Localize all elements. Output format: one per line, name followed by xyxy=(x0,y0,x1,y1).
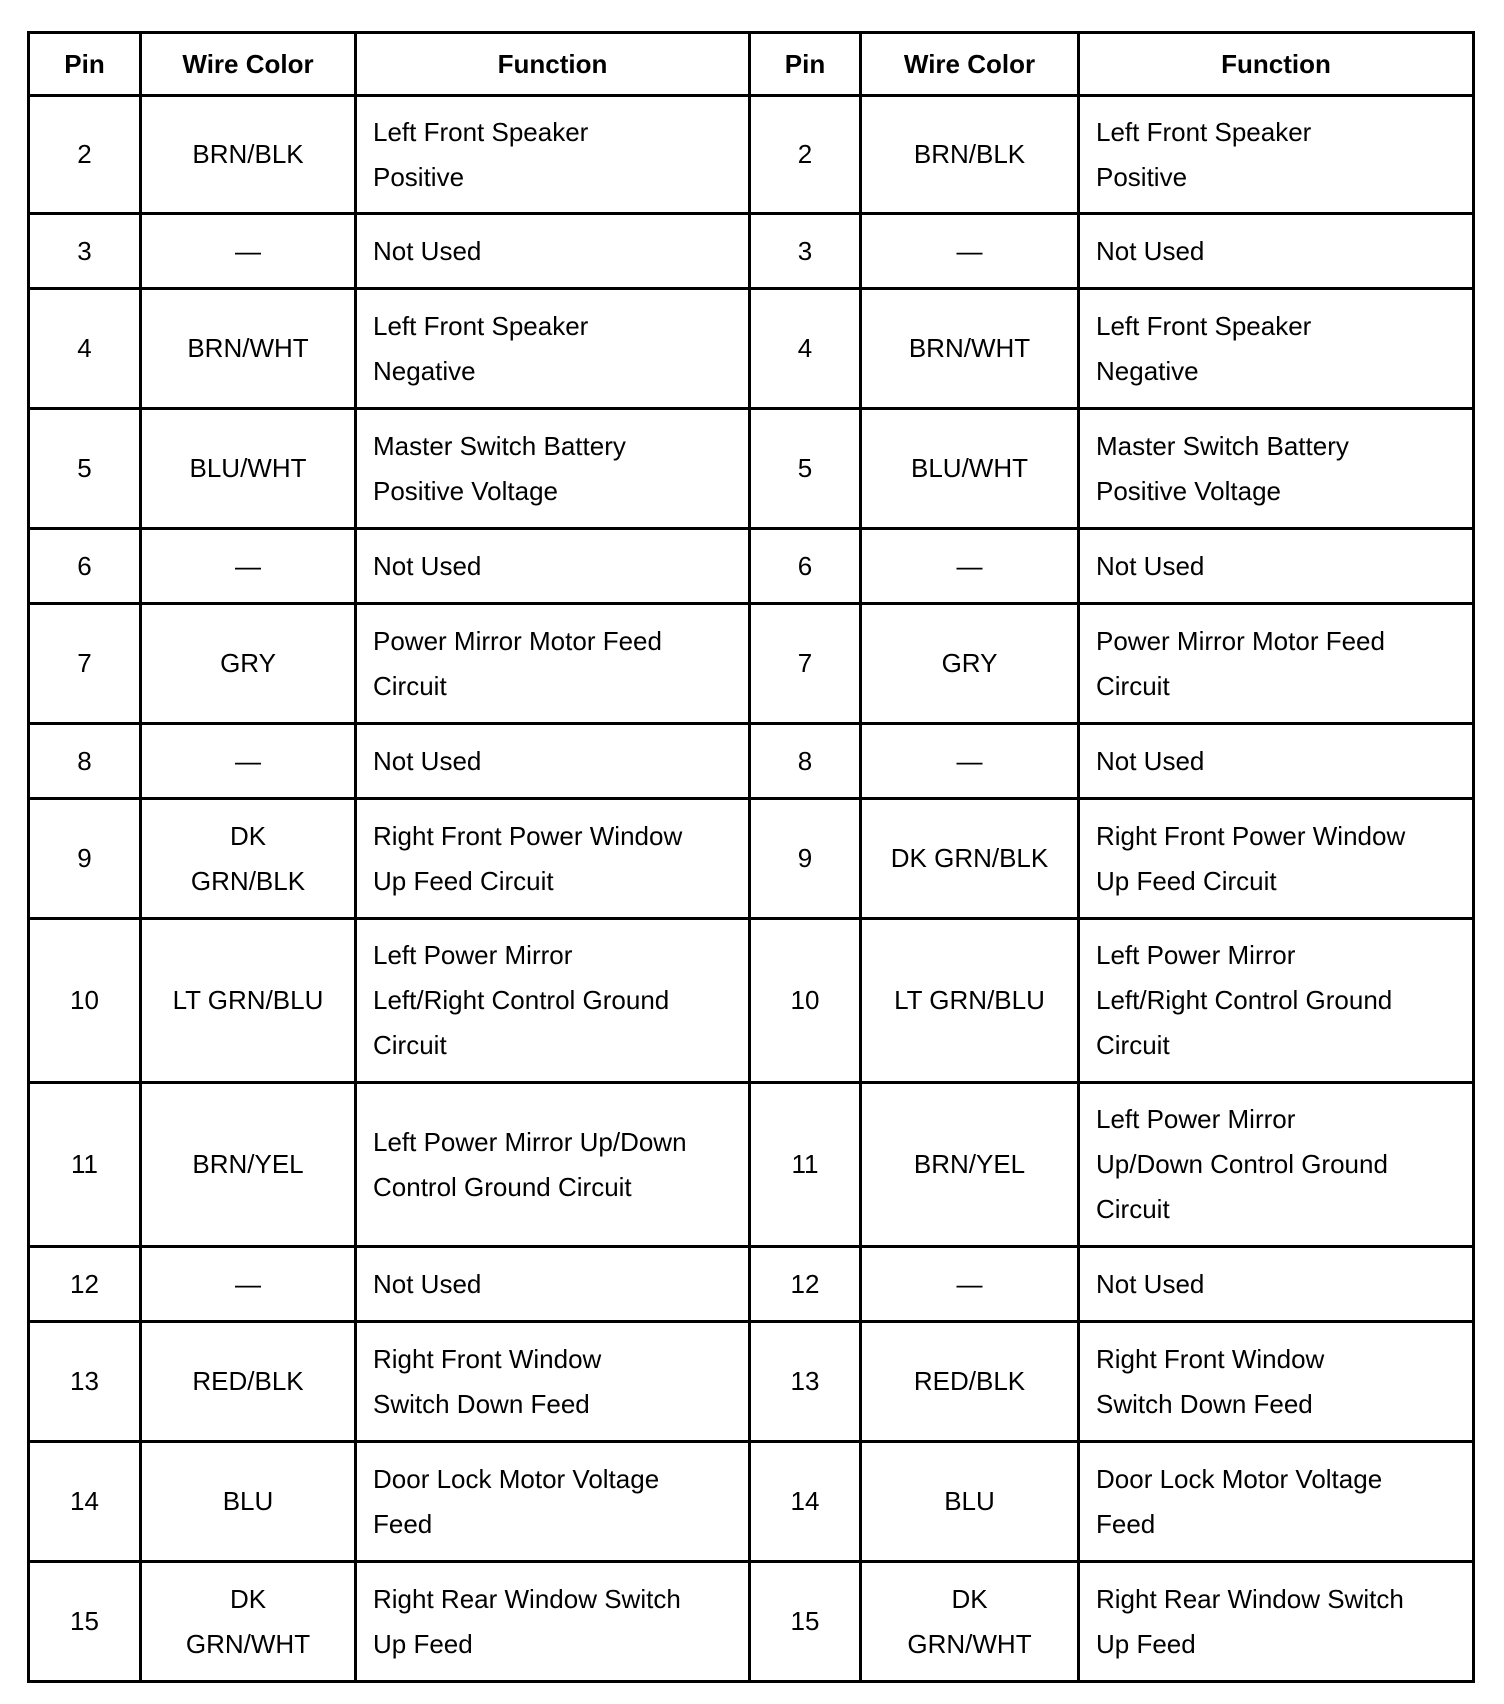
function-cell-left-line: Power Mirror Motor Feed xyxy=(373,625,662,656)
wire-color-cell-right-line: GRN/WHT xyxy=(907,1628,1032,1659)
wire-color-cell-left: — xyxy=(141,529,356,604)
wire-color-cell-left xyxy=(141,1562,356,1682)
table-row xyxy=(29,1562,1474,1682)
pin-cell-left: 9 xyxy=(29,799,141,919)
wire-color-cell-right: GRY xyxy=(861,604,1079,724)
function-cell-left xyxy=(356,799,750,919)
wire-color-cell-left: GRY xyxy=(141,604,356,724)
wire-color-cell-right-line: DK xyxy=(951,1583,988,1614)
function-cell-left-line: Left Front Speaker xyxy=(373,116,589,147)
function-cell-left-line: Left/Right Control Ground xyxy=(373,985,670,1015)
function-cell-right-line: Master Switch Battery xyxy=(1096,430,1349,461)
function-cell-right xyxy=(1079,799,1474,919)
wire-color-cell-left-line: DK xyxy=(229,1583,267,1614)
function-cell-left-line: Door Lock Motor Voltage xyxy=(373,1463,660,1494)
wire-color-cell-left: LT GRN/BLU xyxy=(141,919,356,1083)
function-cell-right-line: Left Power Mirror xyxy=(1096,940,1296,970)
function-cell-left-line: Negative xyxy=(373,355,476,386)
header-pin-left: Pin xyxy=(29,33,141,96)
function-cell-left xyxy=(356,1562,750,1682)
pin-cell-left: 6 xyxy=(29,529,141,604)
wire-color-cell-left-line: GRN/WHT xyxy=(185,1628,311,1659)
header-wire-color-left: Wire Color xyxy=(141,33,356,96)
wire-color-cell-left: BRN/WHT xyxy=(141,289,356,409)
function-cell-left-line: Switch Down Feed xyxy=(373,1388,590,1419)
function-cell-right-line: Right Front Window xyxy=(1096,1343,1325,1374)
function-cell-left-line: Left Power Mirror xyxy=(373,940,573,970)
function-cell-right-line: Switch Down Feed xyxy=(1096,1388,1313,1419)
function-cell-left: Not Used xyxy=(356,724,750,799)
function-cell-left-line: Circuit xyxy=(373,670,447,701)
function-cell-left-line: Left Front Speaker xyxy=(373,310,589,341)
pin-cell-right: 7 xyxy=(750,604,861,724)
pin-cell-right: 14 xyxy=(750,1442,861,1562)
pin-cell-right: 13 xyxy=(750,1322,861,1442)
function-cell-right-line: Circuit xyxy=(1096,1194,1170,1224)
pin-cell-right: 15 xyxy=(750,1562,861,1682)
wire-color-cell-left-line: DK xyxy=(229,820,267,851)
function-cell-left: Not Used xyxy=(356,214,750,289)
table-row xyxy=(29,1322,1474,1442)
pin-cell-right: 5 xyxy=(750,409,861,529)
function-cell-right: Not Used xyxy=(1079,724,1474,799)
pin-cell-left: 4 xyxy=(29,289,141,409)
wire-color-cell-left: — xyxy=(141,724,356,799)
table-body xyxy=(29,96,1474,1682)
pin-cell-right: 12 xyxy=(750,1247,861,1322)
function-cell-right-line: Left/Right Control Ground xyxy=(1096,985,1393,1015)
table-row xyxy=(29,799,1474,919)
function-cell-right-line: Left Front Speaker xyxy=(1096,310,1312,341)
function-cell-right-line: Power Mirror Motor Feed xyxy=(1096,625,1385,656)
function-cell-right-line: Right Front Power Window xyxy=(1096,820,1406,851)
header-function-right: Function xyxy=(1079,33,1474,96)
table-row xyxy=(29,604,1474,724)
wire-color-cell-right: — xyxy=(861,1247,1079,1322)
pin-cell-left: 10 xyxy=(29,919,141,1083)
function-cell-right xyxy=(1079,919,1474,1083)
function-cell-right xyxy=(1079,1083,1474,1247)
function-cell-left: Not Used xyxy=(356,1247,750,1322)
function-cell-right: Not Used xyxy=(1079,214,1474,289)
function-cell-left-line: Master Switch Battery xyxy=(373,430,626,461)
wire-color-cell-right: RED/BLK xyxy=(861,1322,1079,1442)
pin-cell-left: 7 xyxy=(29,604,141,724)
function-cell-left xyxy=(356,289,750,409)
pin-cell-right: 4 xyxy=(750,289,861,409)
function-cell-right: Not Used xyxy=(1079,529,1474,604)
table-row xyxy=(29,919,1474,1083)
wire-color-cell-left: BLU xyxy=(141,1442,356,1562)
wire-color-cell-left-line: GRN/BLK xyxy=(190,865,306,896)
table-row xyxy=(29,529,1474,604)
function-cell-left-line: Positive xyxy=(373,161,465,192)
function-cell-right xyxy=(1079,289,1474,409)
wire-color-cell-left: BLU/WHT xyxy=(141,409,356,529)
wire-color-cell-right: BLU/WHT xyxy=(861,409,1079,529)
function-cell-right xyxy=(1079,96,1474,214)
function-cell-right xyxy=(1079,604,1474,724)
function-cell-right-line: Positive Voltage xyxy=(1096,475,1282,506)
wire-color-cell-right xyxy=(861,1562,1079,1682)
function-cell-left-line: Up Feed Circuit xyxy=(373,865,554,896)
wire-color-cell-left: — xyxy=(141,214,356,289)
function-cell-left: Not Used xyxy=(356,529,750,604)
pin-cell-left: 12 xyxy=(29,1247,141,1322)
header-function-left: Function xyxy=(356,33,750,96)
function-cell-left xyxy=(356,1442,750,1562)
wire-color-cell-right: — xyxy=(861,724,1079,799)
function-cell-right-line: Circuit xyxy=(1096,670,1170,701)
table-row xyxy=(29,1083,1474,1247)
function-cell-left-line: Control Ground Circuit xyxy=(373,1171,632,1202)
function-cell-right: Not Used xyxy=(1079,1247,1474,1322)
pin-cell-right: 11 xyxy=(750,1083,861,1247)
wire-color-cell-left: RED/BLK xyxy=(141,1322,356,1442)
pin-cell-right: 8 xyxy=(750,724,861,799)
wire-color-cell-left xyxy=(141,799,356,919)
function-cell-left-line: Circuit xyxy=(373,1030,447,1060)
wire-color-cell-right: BRN/WHT xyxy=(861,289,1079,409)
pin-cell-left: 14 xyxy=(29,1442,141,1562)
function-cell-left xyxy=(356,919,750,1083)
wire-color-cell-right: BRN/BLK xyxy=(861,96,1079,214)
pin-cell-left: 11 xyxy=(29,1083,141,1247)
pin-cell-left: 5 xyxy=(29,409,141,529)
function-cell-left-line: Feed xyxy=(373,1508,433,1539)
table-row xyxy=(29,409,1474,529)
function-cell-right-line: Up/Down Control Ground xyxy=(1096,1149,1388,1179)
function-cell-left xyxy=(356,96,750,214)
function-cell-right-line: Up Feed xyxy=(1096,1628,1196,1659)
function-cell-right-line: Up Feed Circuit xyxy=(1096,865,1277,896)
function-cell-left-line: Up Feed xyxy=(373,1628,473,1659)
pin-cell-right: 10 xyxy=(750,919,861,1083)
table-row xyxy=(29,289,1474,409)
function-cell-right-line: Left Power Mirror xyxy=(1096,1104,1296,1134)
wire-color-cell-left: BRN/YEL xyxy=(141,1083,356,1247)
function-cell-left-line: Right Front Power Window xyxy=(373,820,683,851)
wire-color-cell-right: LT GRN/BLU xyxy=(861,919,1079,1083)
function-cell-left-line: Left Power Mirror Up/Down xyxy=(373,1126,687,1157)
function-cell-right xyxy=(1079,1562,1474,1682)
table-row xyxy=(29,724,1474,799)
table-row xyxy=(29,1247,1474,1322)
wire-color-cell-left: — xyxy=(141,1247,356,1322)
function-cell-right-line: Door Lock Motor Voltage xyxy=(1096,1463,1383,1494)
function-cell-left-line: Right Front Window xyxy=(373,1343,602,1374)
pin-cell-left: 3 xyxy=(29,214,141,289)
function-cell-right-line: Left Front Speaker xyxy=(1096,116,1312,147)
pin-cell-right: 3 xyxy=(750,214,861,289)
header-row xyxy=(29,33,1474,96)
wire-color-cell-right: — xyxy=(861,214,1079,289)
pin-cell-right: 9 xyxy=(750,799,861,919)
function-cell-left xyxy=(356,1322,750,1442)
function-cell-right xyxy=(1079,1322,1474,1442)
wire-color-cell-right: DK GRN/BLK xyxy=(861,799,1079,919)
function-cell-left-line: Positive Voltage xyxy=(373,475,559,506)
function-cell-left-line: Right Rear Window Switch xyxy=(373,1583,681,1614)
header-pin-right: Pin xyxy=(750,33,861,96)
pin-cell-left: 15 xyxy=(29,1562,141,1682)
wire-color-cell-right: BRN/YEL xyxy=(861,1083,1079,1247)
table-row xyxy=(29,96,1474,214)
function-cell-right-line: Positive xyxy=(1096,161,1188,192)
function-cell-right-line: Circuit xyxy=(1096,1030,1170,1060)
table-row xyxy=(29,1442,1474,1562)
wire-color-cell-right: BLU xyxy=(861,1442,1079,1562)
pin-cell-right: 6 xyxy=(750,529,861,604)
function-cell-left xyxy=(356,1083,750,1247)
function-cell-right xyxy=(1079,409,1474,529)
pin-cell-left: 13 xyxy=(29,1322,141,1442)
function-cell-right-line: Negative xyxy=(1096,355,1199,386)
wire-color-cell-left: BRN/BLK xyxy=(141,96,356,214)
function-cell-right-line: Right Rear Window Switch xyxy=(1096,1583,1404,1614)
function-cell-right-line: Feed xyxy=(1096,1508,1156,1539)
header-wire-color-right: Wire Color xyxy=(861,33,1079,96)
pin-cell-right: 2 xyxy=(750,96,861,214)
function-cell-right xyxy=(1079,1442,1474,1562)
pin-cell-left: 8 xyxy=(29,724,141,799)
function-cell-left xyxy=(356,409,750,529)
table-row xyxy=(29,214,1474,289)
pinout-table xyxy=(27,31,1475,1683)
wire-color-cell-right: — xyxy=(861,529,1079,604)
pin-cell-left: 2 xyxy=(29,96,141,214)
function-cell-left xyxy=(356,604,750,724)
